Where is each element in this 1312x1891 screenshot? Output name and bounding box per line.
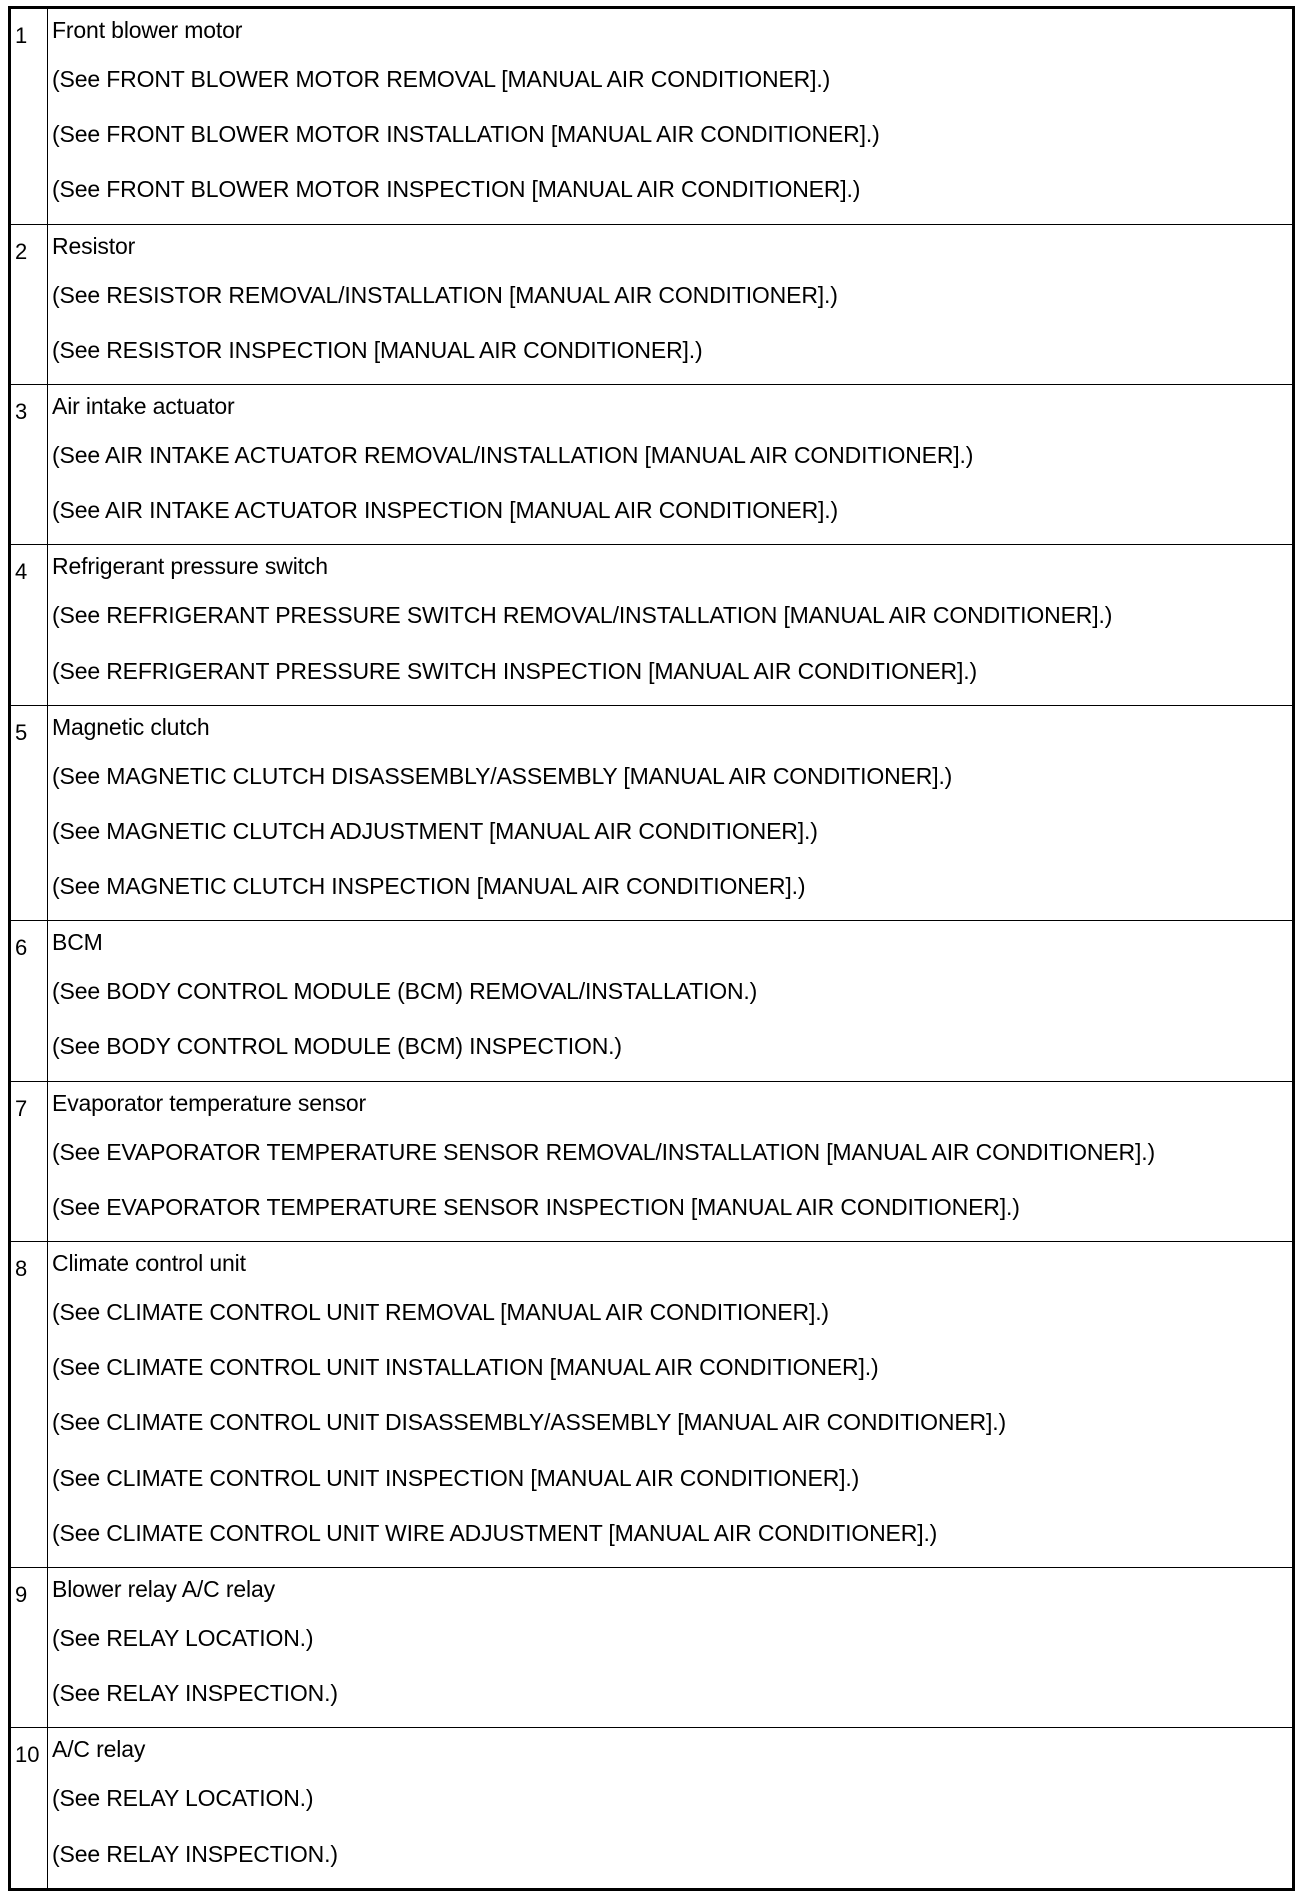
component-reference-link: (See MAGNETIC CLUTCH DISASSEMBLY/ASSEMBLY [MANUAL AIR CONDITIONER].) (52, 762, 953, 789)
component-reference-link: (See RELAY LOCATION.) (52, 1624, 314, 1651)
component-content (48, 384, 1294, 544)
component-number: 5 (10, 705, 48, 921)
component-title: Blower relay A/C relay (52, 1575, 275, 1602)
component-number: 9 (10, 1567, 48, 1727)
component-reference-link: (See CLIMATE CONTROL UNIT INSTALLATION [MANUAL AIR CONDITIONER].) (52, 1354, 879, 1381)
component-content (48, 224, 1294, 384)
component-content (48, 1242, 1294, 1568)
component-title: Resistor (52, 232, 136, 259)
component-title: Magnetic clutch (52, 713, 210, 740)
component-row (10, 1242, 1294, 1568)
component-title: Climate control unit (52, 1250, 246, 1276)
component-row (10, 545, 1294, 705)
component-content (48, 1728, 1294, 1889)
component-reference-link: (See FRONT BLOWER MOTOR INSTALLATION [MANUAL AIR CONDITIONER].) (52, 121, 880, 148)
component-number: 3 (10, 384, 48, 544)
component-row (10, 8, 1294, 225)
component-content (48, 921, 1294, 1081)
component-title: Front blower motor (52, 17, 243, 43)
component-reference-link: (See REFRIGERANT PRESSURE SWITCH INSPECTION [MANUAL AIR CONDITIONER].) (52, 657, 977, 684)
component-reference-link: (See CLIMATE CONTROL UNIT REMOVAL [MANUAL AIR CONDITIONER].) (52, 1299, 829, 1325)
component-title: Air intake actuator (52, 392, 235, 419)
component-reference-link: (See MAGNETIC CLUTCH ADJUSTMENT [MANUAL AIR CONDITIONER].) (52, 817, 818, 844)
component-reference-link: (See CLIMATE CONTROL UNIT DISASSEMBLY/ASSEMBLY [MANUAL AIR CONDITIONER].) (52, 1409, 1006, 1436)
component-reference-link: (See EVAPORATOR TEMPERATURE SENSOR REMOVAL/INSTALLATION [MANUAL AIR CONDITIONER].) (52, 1138, 1155, 1165)
component-row (10, 384, 1294, 544)
component-title: Refrigerant pressure switch (52, 553, 328, 580)
component-content (48, 545, 1294, 705)
component-reference-link: (See RESISTOR REMOVAL/INSTALLATION [MANUAL AIR CONDITIONER].) (52, 281, 838, 308)
component-title: BCM (52, 929, 103, 956)
component-reference-link: (See RELAY INSPECTION.) (52, 1840, 338, 1867)
component-title: Evaporator temperature sensor (52, 1089, 366, 1116)
component-reference-link: (See AIR INTAKE ACTUATOR REMOVAL/INSTALLATION [MANUAL AIR CONDITIONER].) (52, 441, 974, 468)
component-reference-link: (See REFRIGERANT PRESSURE SWITCH REMOVAL/INSTALLATION [MANUAL AIR CONDITIONER].) (52, 602, 1113, 629)
component-reference-link: (See CLIMATE CONTROL UNIT WIRE ADJUSTMENT [MANUAL AIR CONDITIONER].) (52, 1519, 938, 1546)
component-row (10, 705, 1294, 921)
component-row (10, 1728, 1294, 1889)
component-table-body (10, 8, 1294, 1890)
component-row (10, 921, 1294, 1081)
component-number: 2 (10, 224, 48, 384)
component-reference-link: (See CLIMATE CONTROL UNIT INSPECTION [MANUAL AIR CONDITIONER].) (52, 1464, 860, 1491)
component-number: 8 (10, 1242, 48, 1568)
component-reference-link: (See EVAPORATOR TEMPERATURE SENSOR INSPECTION [MANUAL AIR CONDITIONER].) (52, 1193, 1020, 1220)
component-row (10, 1567, 1294, 1727)
component-table (8, 6, 1295, 1891)
component-reference-link: (See BODY CONTROL MODULE (BCM) INSPECTION.) (52, 1033, 622, 1060)
component-reference-link: (See RESISTOR INSPECTION [MANUAL AIR CONDITIONER].) (52, 336, 703, 363)
component-reference-link: (See AIR INTAKE ACTUATOR INSPECTION [MANUAL AIR CONDITIONER].) (52, 497, 839, 524)
component-row (10, 224, 1294, 384)
component-reference-link: (See FRONT BLOWER MOTOR INSPECTION [MANUAL AIR CONDITIONER].) (52, 176, 861, 203)
component-reference-link: (See FRONT BLOWER MOTOR REMOVAL [MANUAL AIR CONDITIONER].) (52, 66, 831, 92)
component-row (10, 1081, 1294, 1241)
component-reference-link: (See RELAY INSPECTION.) (52, 1680, 338, 1707)
component-reference-link: (See MAGNETIC CLUTCH INSPECTION [MANUAL AIR CONDITIONER].) (52, 873, 806, 900)
component-number: 10 (10, 1728, 48, 1889)
component-number: 7 (10, 1081, 48, 1241)
component-reference-link: (See BODY CONTROL MODULE (BCM) REMOVAL/INSTALLATION.) (52, 978, 758, 1005)
component-content (48, 1567, 1294, 1727)
component-content (48, 705, 1294, 921)
component-title: A/C relay (52, 1736, 146, 1763)
component-content (48, 8, 1294, 225)
component-content (48, 1081, 1294, 1241)
component-number: 1 (10, 8, 48, 225)
component-reference-link: (See RELAY LOCATION.) (52, 1785, 314, 1812)
component-number: 4 (10, 545, 48, 705)
component-number: 6 (10, 921, 48, 1081)
